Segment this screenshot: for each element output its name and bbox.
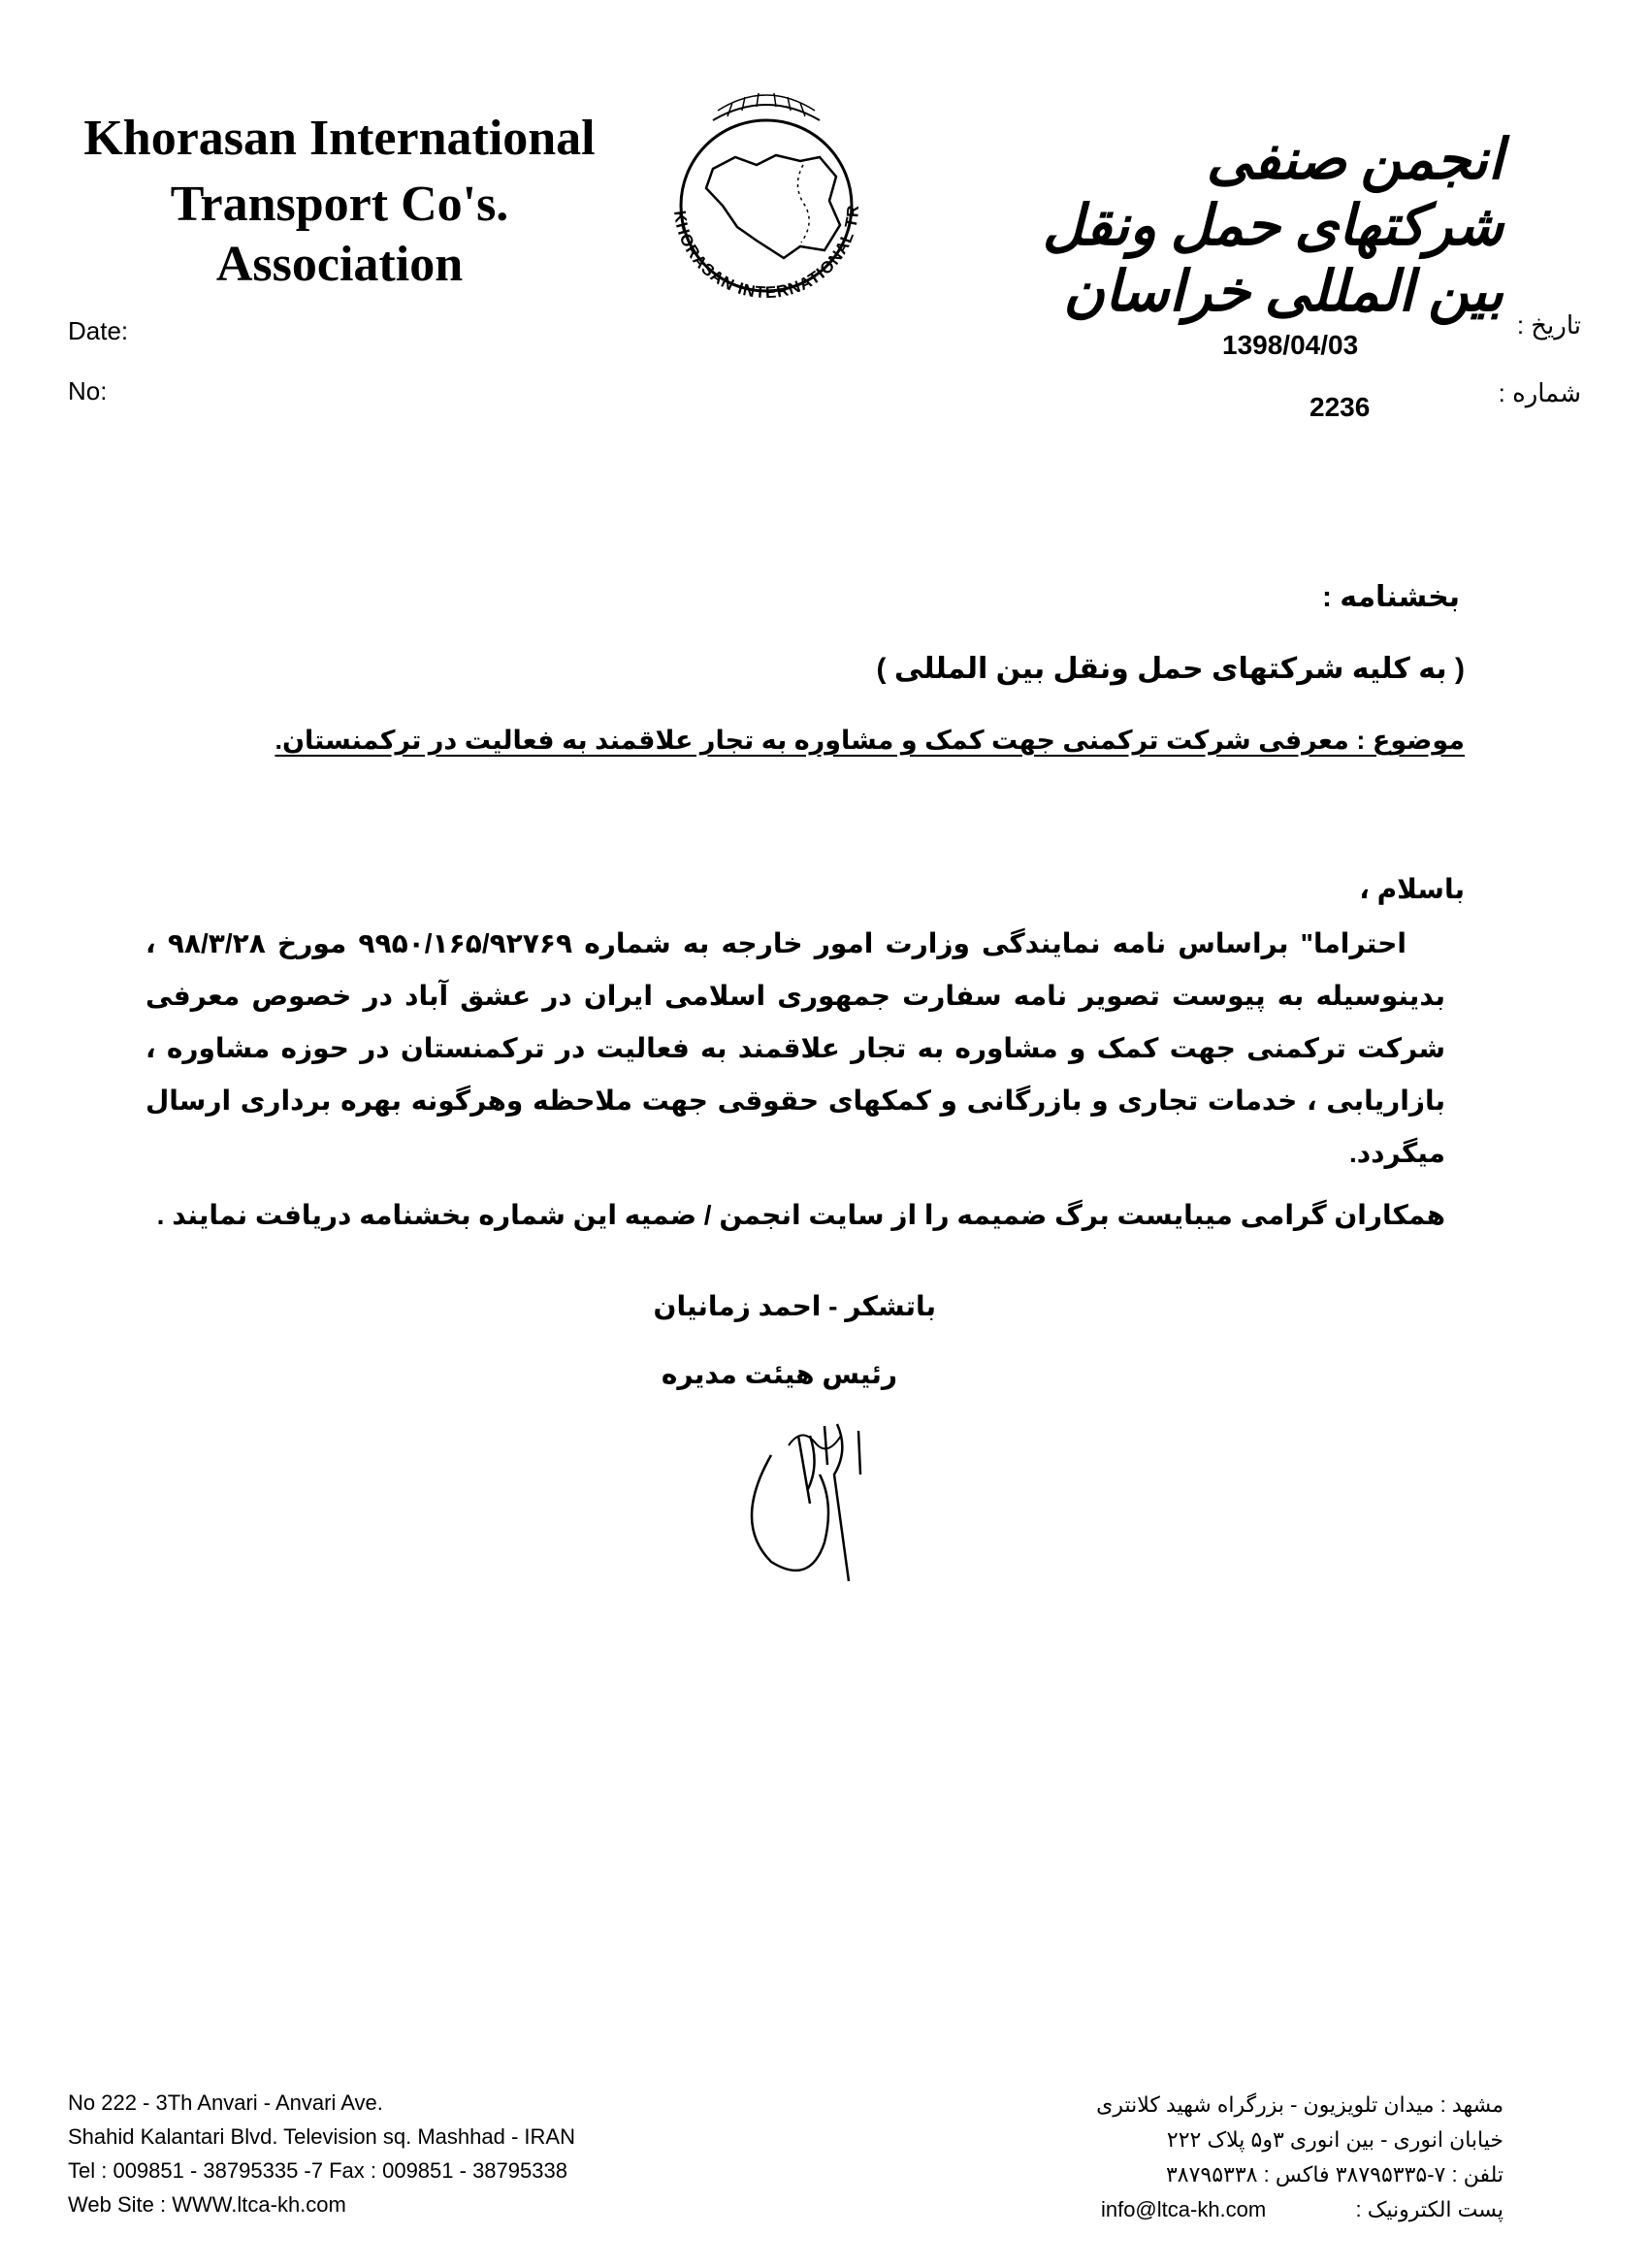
english-org-name-line2: Transport Co's. Association <box>170 177 509 292</box>
number-value: 2236 <box>1310 392 1371 422</box>
greeting: باسلام ، <box>1359 874 1465 904</box>
date-label-persian: تاریخ : <box>1516 310 1581 340</box>
closing: باتشکر - احمد زمانیان <box>653 1291 936 1321</box>
footer-en-line-1: No 222 - 3Th Anvari - Anvari Ave. <box>68 2090 383 2115</box>
letter-subject: موضوع : معرفی شرکت ترکمنی جهت کمک و مشاوره به تجار علاقمند به فعالیت در ترکمنستان. <box>275 726 1465 755</box>
paragraph-2: همکاران گرامی میبایست برگ ضمیمه را از سایت انجمن / ضمیه این شماره بخشنامه دریافت نمایند . <box>156 1200 1445 1230</box>
footer-en-line-2: Shahid Kalantari Blvd. Television sq. Mashhad - IRAN <box>68 2124 575 2149</box>
footer-en-line-4: Web Site : WWW.ltca-kh.com <box>68 2192 346 2217</box>
circular-label: بخشنامه : <box>1321 581 1460 613</box>
signer-title: رئیس هیئت مدیره <box>661 1359 897 1389</box>
recipients: ( به کلیه شرکتهای حمل ونقل بین المللی ) <box>876 653 1465 685</box>
footer-address-english <box>68 2086 575 2221</box>
footer-fa-line-2: خیابان انوری - بین انوری ۳و۵ پلاک ۲۲۲ <box>1166 2127 1504 2152</box>
paragraph-1: احتراما" براساس نامه نمایندگی وزارت امور خارجه به شماره ۹۹۵۰/۱۶۵/۹۲۷۶۹ مورخ ۹۸/۳/۲۸ ، بدینوسیله به پیوست تصویر نامه سفارت جمهوری اسلامی ایران در عشق آباد در خصوص معرفی شرکت ترکمنی جهت کمک و مشاوره به تجار علاقمند به فعالیت در ترکمنستان در حوزه مشاوره ، بازاریابی ، خدمات تجاری و بازرگانی و کمکهای حقوقی جهت ملاحظه وهرگونه بهره برداری ارسال میگردد. <box>146 928 1445 1168</box>
letter-body <box>146 918 1445 1242</box>
footer-address-persian <box>1038 2088 1504 2227</box>
association-seal <box>621 60 912 351</box>
footer-en-line-3: Tel : 009851 - 38795335 -7 Fax : 009851 - 38795338 <box>68 2158 567 2183</box>
iran-map-icon <box>706 155 840 258</box>
footer-fa-line-1: مشهد : میدان تلویزیون - بزرگراه شهید کلانتری <box>1096 2092 1504 2117</box>
svg-text:KHORASAN INTERNATIONAL TRANSPO <box>621 60 862 302</box>
number-label: No: <box>68 376 108 405</box>
seal-outer-text: KHORASAN INTERNATIONAL TR <box>669 204 863 303</box>
footer-fa-email-label: پست الکترونیک : <box>1355 2197 1504 2221</box>
english-org-name-line1: Khorasan International <box>83 111 596 166</box>
footer-fa-line-3: تلفن : ۷-۳۸۷۹۵۳۳۵ فاکس : ۳۸۷۹۵۳۳۸ <box>1165 2162 1504 2187</box>
footer-email-value: info@ltca-kh.com <box>1100 2197 1267 2221</box>
number-label-persian: شماره : <box>1498 378 1581 407</box>
signature <box>713 1397 907 1591</box>
persian-org-name: انجمن صنفی شرکتهای حمل ونقل بین المللی خراسان <box>1042 128 1504 323</box>
date-label: Date: <box>68 316 129 345</box>
date-value: 1398/04/03 <box>1222 330 1359 360</box>
